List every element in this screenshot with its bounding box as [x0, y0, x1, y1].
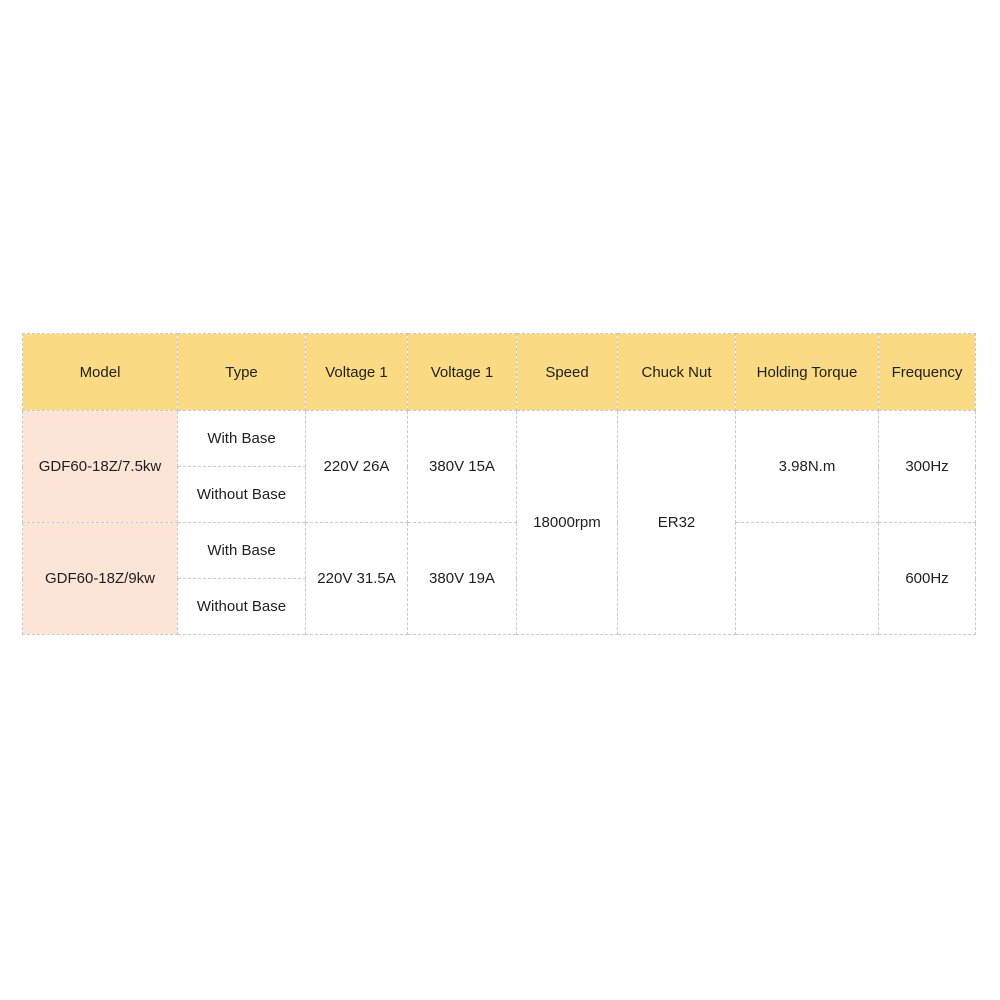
voltage2-cell: 380V 15A: [408, 411, 517, 523]
header-cell-holding-torque: Holding Torque: [736, 334, 879, 411]
header-row: [23, 334, 976, 411]
header-cell-chuck-nut: Chuck Nut: [618, 334, 736, 411]
header-cell-frequency: Frequency: [879, 334, 976, 411]
table-row: [23, 523, 976, 579]
voltage1-cell: 220V 31.5A: [306, 523, 408, 635]
type-cell: With Base: [178, 523, 306, 579]
model-cell: GDF60-18Z/7.5kw: [23, 411, 178, 523]
type-cell: Without Base: [178, 579, 306, 635]
header-cell-type: Type: [178, 334, 306, 411]
header-cell-speed: Speed: [517, 334, 618, 411]
spec-table-header: [23, 334, 976, 411]
chuck-nut-cell: ER32: [618, 411, 736, 635]
header-cell-voltage-2: Voltage 1: [408, 334, 517, 411]
spec-table-body: [23, 411, 976, 635]
frequency-cell: 300Hz: [879, 411, 976, 523]
type-cell: Without Base: [178, 467, 306, 523]
holding-torque-cell: 3.98N.m: [736, 411, 879, 523]
type-cell: With Base: [178, 411, 306, 467]
table-row: [23, 411, 976, 467]
header-cell-voltage-1: Voltage 1: [306, 334, 408, 411]
header-cell-model: Model: [23, 334, 178, 411]
model-cell: GDF60-18Z/9kw: [23, 523, 178, 635]
frequency-cell: 600Hz: [879, 523, 976, 635]
voltage1-cell: 220V 26A: [306, 411, 408, 523]
holding-torque-cell: [736, 523, 879, 635]
product-spec-table: [22, 333, 976, 635]
voltage2-cell: 380V 19A: [408, 523, 517, 635]
speed-cell: 18000rpm: [517, 411, 618, 635]
